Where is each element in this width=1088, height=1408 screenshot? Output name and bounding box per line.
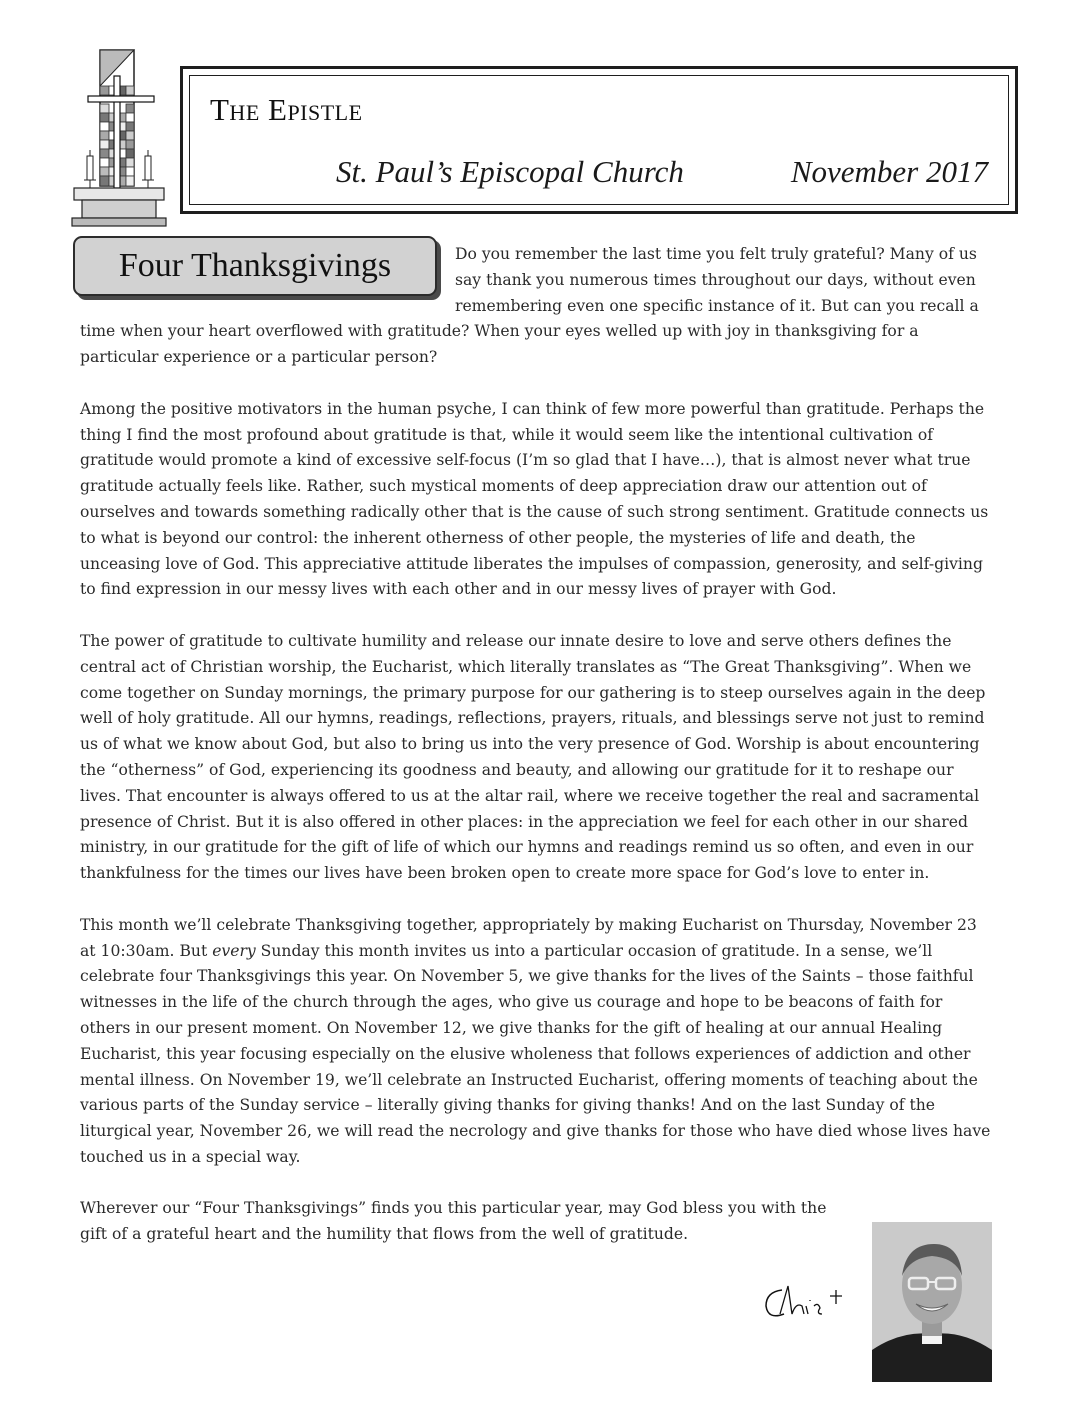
paragraph-1: Do you remember the last time you felt truly grateful? Many of us say thank you numerous times throughout our days, without even remembering even one specific instance of it. But can you recall a time when your heart overflowed with gratitude? When your eyes welled up with joy in thanksgiving for a particular experience or a particular person? — [80, 245, 979, 367]
paragraph-2: Among the positive motivators in the human psyche, I can think of few more powerful than gratitude. Perhaps the thing I find the most profound about gratitude is that, while it would seem like the intentional cultivation of gratitude would promote a kind of excessive self-focus (I’m so glad that I have…), that is almost never what true gratitude actually feels like. Rather, such mystical moments of deep appreciation draw our attention out of ourselves and towards something radically other that is the cause of such strong sentiment. Gratitude connects us to what is beyond our control: the inherent otherness of other people, the mysteries of life and death, the unceasing love of God. This appreciative attitude liberates the impulses of compassion, generosity, and self-giving to find expression in our messy lives with each other and in our messy lives of prayer with God. — [80, 399, 989, 599]
article-heading: Four Thanksgivings — [118, 247, 392, 285]
paragraph-3: The power of gratitude to cultivate humility and release our innate desire to love and serve others defines the central act of Christian worship, the Eucharist, which literally translates as “The Great Thanksgiving”. When we come together on Sunday mornings, the primary purpose for our gathering is to steep ourselves again in the deep well of holy gratitude. All our hymns, readings, reflections, prayers, rituals, and blessings serve not just to remind us of what we know about God, but also to bring us into the very presence of God. Worship is about encountering the “otherness” of God, experiencing its goodness and beauty, and allowing our gratitude for it to reshape our lives. That encounter is always offered to us at the altar rail, where we receive together the real and sacramental presence of Christ. But it is also offered in other places: in the appreciation we feel for each other in our shared ministry, in our gratitude for the gift of life of which our hymns and readings remind us so often, and even in our thankfulness for the times our lives have been broken open to create more space for God’s love to enter in. — [80, 631, 986, 883]
masthead-inner-border — [189, 75, 1009, 205]
paragraph-4-part-1: This month we’ll celebrate Thanksgiving together, appropriately by making Eucharist on Thursday, November 23 at 10:30am. But — [80, 915, 977, 960]
paragraph-5: Wherever our “Four Thanksgivings” finds you this particular year, may God bless you with the gift of a grateful heart and the humility that flows from the well of gratitude. — [80, 1199, 827, 1244]
paragraph-4-part-2: Sunday this month invites us into a particular occasion of gratitude. In a sense, we’ll celebrate four Thanksgivings this year. On November 5, we give thanks for the lives of the Saints – those faithful witnesses in the life of the church through the ages, who give us courage and hope to be beacons of faith for others in our present moment. On November 12, we give thanks for the gift of healing at our annual Healing Eucharist, this year focusing especially on the elusive wholeness that follows experiences of addiction and other mental illness. On November 19, we’ll celebrate an Instructed Eucharist, offering moments of teaching about the various parts of the Sunday service – literally giving thanks for giving thanks! And on the last Sunday of the liturgical year, November 26, we will read the necrology and give thanks for those who have died whose lives have touched us in a special way. — [80, 941, 991, 1166]
handwritten-signature — [760, 1276, 870, 1326]
article — [80, 242, 992, 1390]
paragraph-4-emphasis: every — [212, 941, 256, 960]
masthead — [180, 66, 1018, 214]
church-window-logo — [70, 46, 168, 228]
issue-date: November 2017 — [790, 154, 988, 189]
church-name: St. Paul’s Episcopal Church — [336, 154, 684, 189]
paragraph-4 — [80, 913, 992, 1171]
article-heading-box — [73, 236, 437, 296]
author-photo — [872, 1222, 992, 1382]
newsletter-title: The Epistle — [210, 92, 363, 127]
